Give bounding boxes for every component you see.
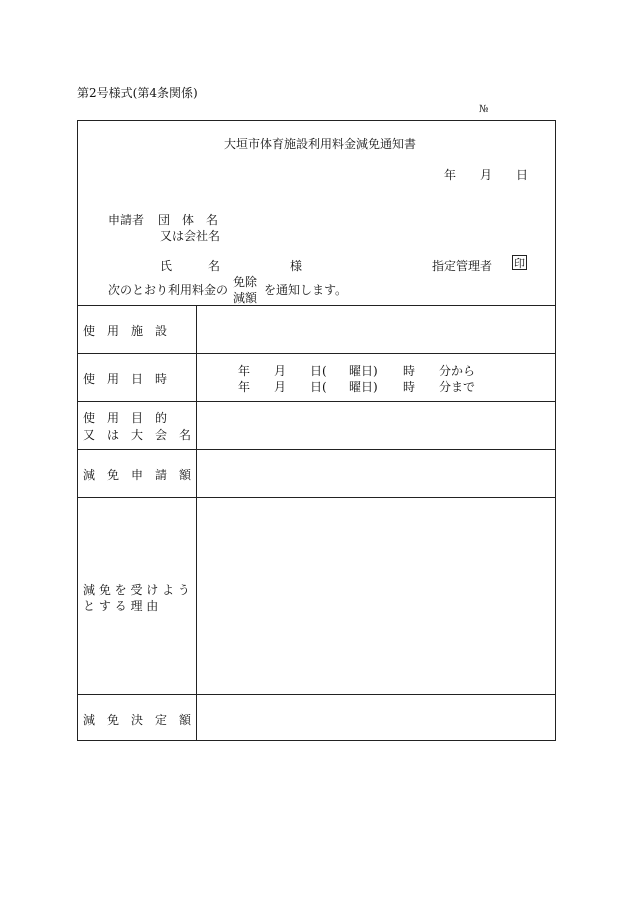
honorific: 様	[290, 259, 303, 273]
purpose-value-cell	[197, 402, 555, 448]
manager-label: 指定管理者	[432, 259, 493, 273]
purpose-label-line2: 又 は 大 会 名	[83, 428, 192, 442]
company-name-label: 又は会社名	[160, 229, 221, 243]
notice-sentence-before: 次のとおり利用料金の	[108, 283, 229, 297]
purpose-label-line1: 使 用 目 的	[83, 411, 168, 425]
seal-char: 印	[514, 256, 525, 270]
applicant-label: 申請者	[108, 213, 145, 227]
datetime-line1-year: 年	[238, 364, 251, 378]
person-name-label: 氏 名	[160, 259, 221, 273]
facility-value-cell	[197, 306, 555, 352]
option-reduce: 減額	[233, 291, 258, 305]
datetime-line1-month: 月	[274, 364, 287, 378]
number-mark: №	[479, 104, 489, 115]
datetime-line1-hour: 時	[403, 364, 416, 378]
decision-amount-label: 減 免 決 定 額	[83, 713, 192, 727]
org-name-label: 団 体 名	[158, 213, 219, 227]
facility-label: 使 用 施 設	[83, 324, 168, 338]
datetime-line1-minute: 分から	[439, 364, 476, 378]
reason-label-line1: 減 免 を 受 け よ う	[83, 583, 190, 597]
request-amount-value-cell	[197, 450, 555, 496]
row-divider	[77, 353, 556, 354]
datetime-line2-hour: 時	[403, 380, 416, 394]
notice-title: 大垣市体育施設利用料金減免通知書	[224, 137, 417, 151]
date-month: 月	[480, 168, 493, 182]
reason-value-cell	[197, 498, 555, 693]
seal-stamp-box	[512, 255, 527, 270]
request-amount-label: 減 免 申 請 額	[83, 468, 192, 482]
form-number: 第2号様式(第4条関係)	[77, 86, 198, 100]
date-day: 日	[516, 168, 529, 182]
date-year: 年	[444, 168, 457, 182]
decision-amount-value-cell	[197, 695, 555, 740]
datetime-line2-day: 日(	[310, 380, 327, 394]
datetime-line1-weekday: 曜日)	[349, 364, 378, 378]
datetime-label: 使 用 日 時	[83, 372, 168, 386]
datetime-line2-month: 月	[274, 380, 287, 394]
datetime-line2-weekday: 曜日)	[349, 380, 378, 394]
option-exempt: 免除	[233, 275, 258, 289]
reason-label-line2: と す る 理 由	[83, 599, 159, 613]
notice-sentence-after: を通知します。	[264, 283, 348, 297]
datetime-line2-minute: 分まで	[439, 380, 476, 394]
datetime-line2-year: 年	[238, 380, 251, 394]
datetime-line1-day: 日(	[310, 364, 327, 378]
